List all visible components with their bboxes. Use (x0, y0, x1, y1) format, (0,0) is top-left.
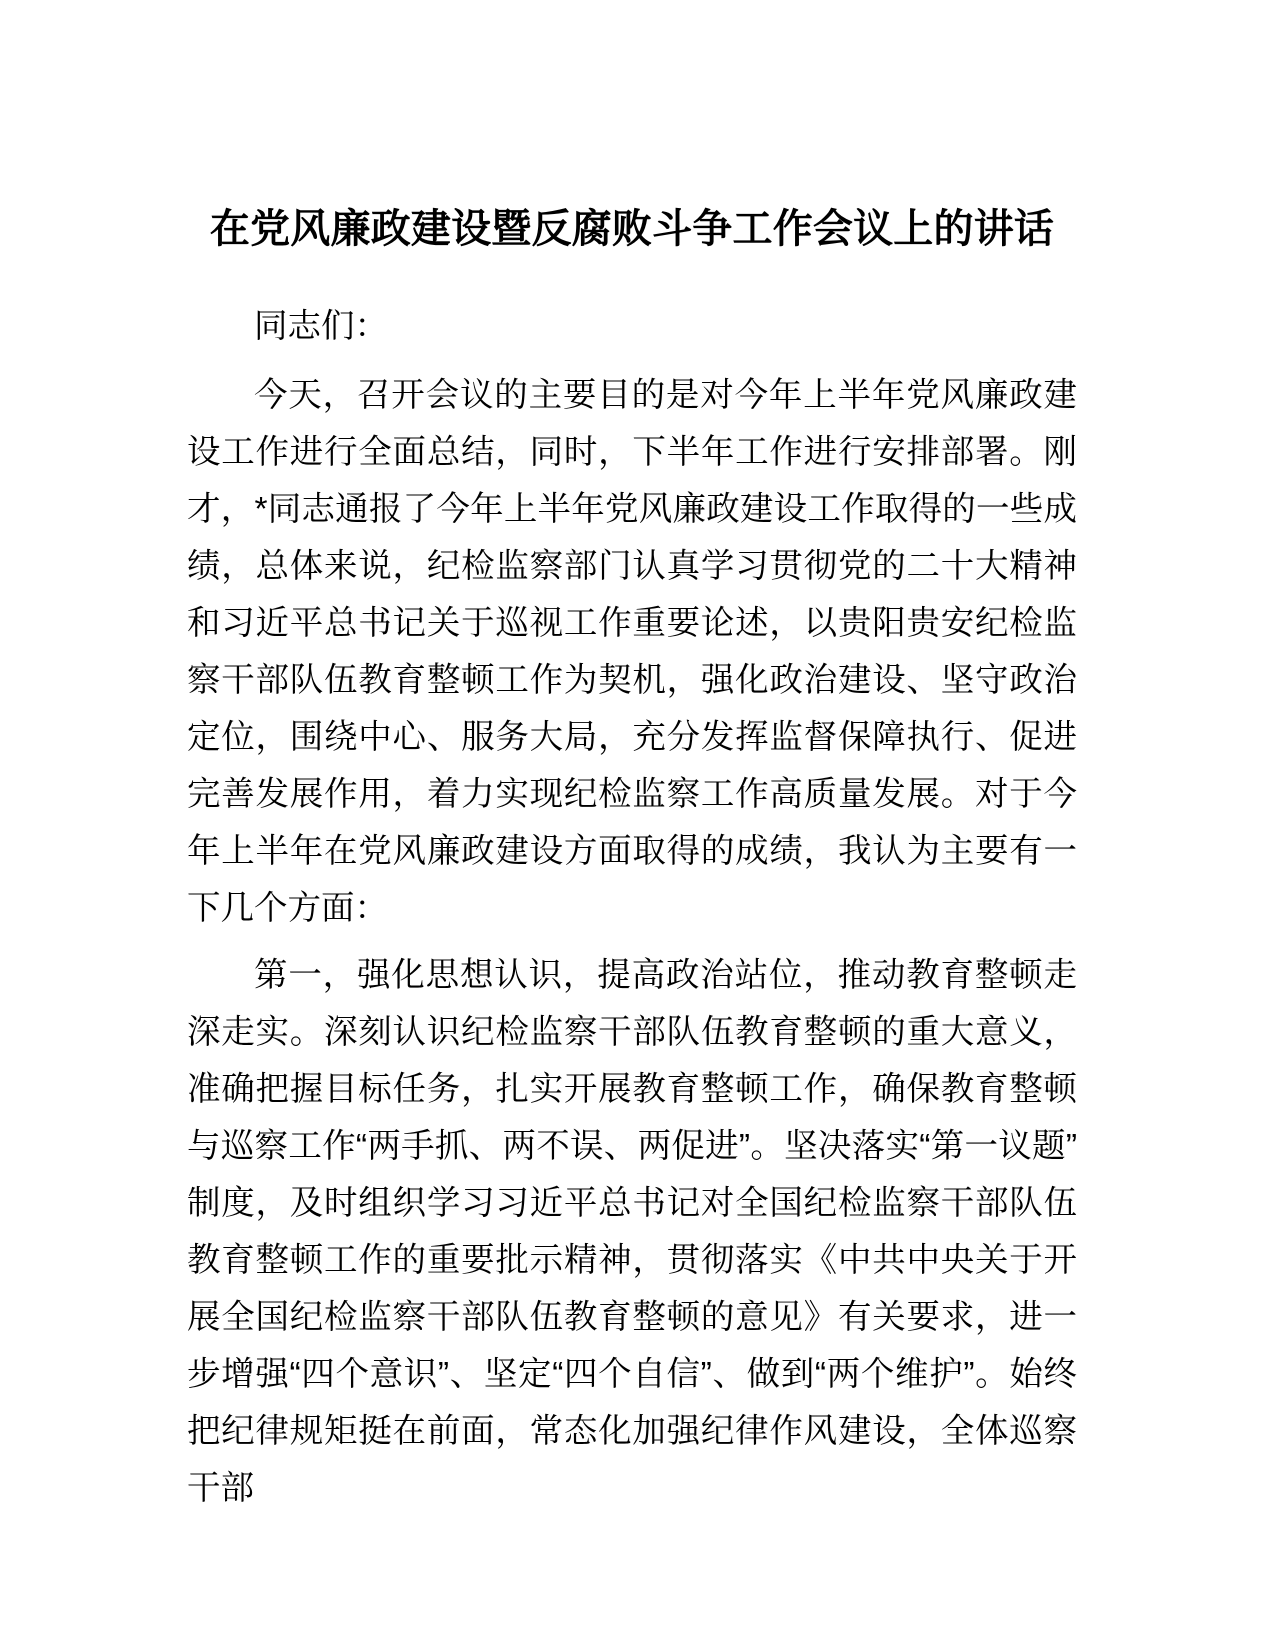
paragraph-point-one: 第一，强化思想认识，提高政治站位，推动教育整顿走深走实。深刻认识纪检监察干部队伍教育整顿的重大意义，准确把握目标任务，扎实开展教育整顿工作，确保教育整顿与巡察工作“两手抓、两不误、两促进”。坚决落实“第一议题”制度，及时组织学习习近平总书记对全国纪检监察干部队伍教育整顿工作的重要批示精神，贯彻落实《中共中央关于开展全国纪检监察干部队伍教育整顿的意见》有关要求，进一步增强“四个意识”、坚定“四个自信”、做到“两个维护”。始终把纪律规矩挺在前面，常态化加强纪律作风建设，全体巡察干部 (187, 957, 1077, 1507)
paragraph-opening: 今天，召开会议的主要目的是对今年上半年党风廉政建设工作进行全面总结，同时，下半年工作进行安排部署。刚才，*同志通报了今年上半年党风廉政建设工作取得的一些成绩，总体来说，纪检监察部门认真学习贯彻党的二十大精神和习近平总书记关于巡视工作重要论述，以贵阳贵安纪检监察干部队伍教育整顿工作为契机，强化政治建设、坚守政治定位，围绕中心、服务大局，充分发挥监督保障执行、促进完善发展作用，着力实现纪检监察工作高质量发展。对于今年上半年在党风廉政建设方面取得的成绩，我认为主要有一下几个方面： (187, 377, 1077, 927)
page-title: 在党风廉政建设暨反腐败斗争工作会议上的讲话 (209, 207, 1055, 251)
document-body (187, 0, 1077, 1517)
salutation: 同志们： (254, 308, 388, 345)
